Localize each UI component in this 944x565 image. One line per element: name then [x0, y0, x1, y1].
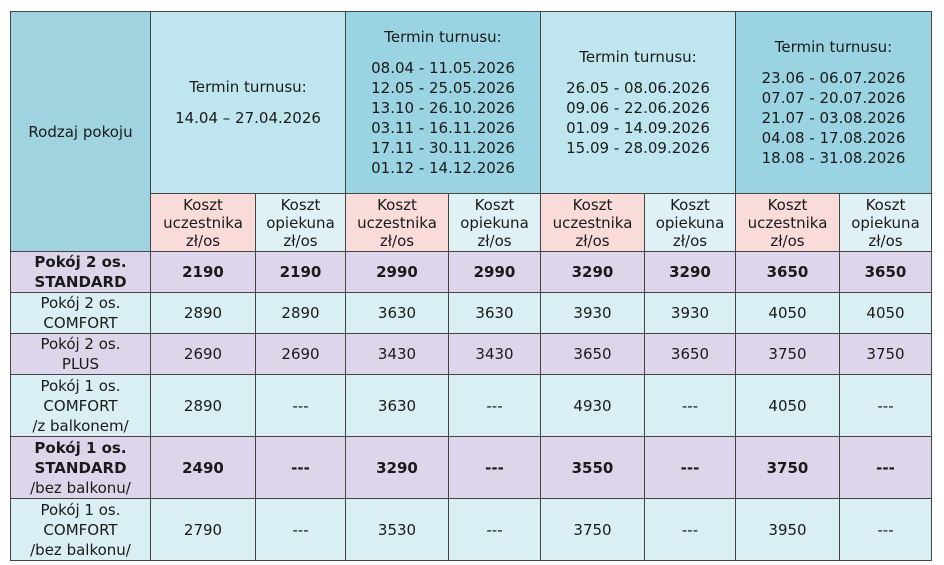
term-date: 18.08 - 31.08.2026	[761, 148, 906, 167]
price-guardian-cell: 3290	[645, 252, 736, 293]
term-header-3	[541, 12, 736, 194]
price-guardian-cell: ---	[256, 375, 346, 437]
term-date: 01.12 - 14.12.2026	[371, 158, 515, 177]
price-guardian-cell: 3650	[840, 252, 932, 293]
room-type-line: Pokój 2 os.	[40, 335, 121, 353]
room-type-line: STANDARD	[34, 273, 127, 291]
price-guardian-cell: 3750	[840, 334, 932, 375]
table-row	[11, 437, 932, 499]
price-guardian-cell: ---	[645, 499, 736, 561]
term-date: 01.09 - 14.09.2026	[566, 118, 710, 137]
room-type-cell	[11, 252, 151, 293]
term-label: Termin turnusu:	[579, 47, 697, 66]
term-header-4	[736, 12, 932, 194]
price-guardian-cell: ---	[256, 437, 346, 499]
price-participant-cell: 3750	[541, 499, 645, 561]
term-date: 12.05 - 25.05.2026	[371, 78, 515, 97]
price-participant-cell: 2490	[151, 437, 256, 499]
price-participant-cell: 3630	[346, 293, 449, 334]
cost-guardian-header: Koszt opiekuna zł/os	[645, 194, 736, 252]
room-type-cell	[11, 293, 151, 334]
price-guardian-cell: 4050	[840, 293, 932, 334]
table-row	[11, 334, 932, 375]
price-participant-cell: 4050	[736, 293, 840, 334]
term-date: 04.08 - 17.08.2026	[761, 128, 906, 147]
term-label: Termin turnusu:	[189, 77, 307, 96]
price-participant-cell: 3750	[736, 334, 840, 375]
price-participant-cell: 3530	[346, 499, 449, 561]
room-type-line: STANDARD	[34, 458, 127, 477]
term-date: 15.09 - 28.09.2026	[566, 138, 710, 157]
room-type-line: COMFORT	[43, 314, 118, 332]
room-type-cell	[11, 334, 151, 375]
table-row	[11, 499, 932, 561]
price-participant-cell: 2990	[346, 252, 449, 293]
term-label: Termin turnusu:	[384, 27, 502, 46]
cost-participant-header: Koszt uczestnika zł/os	[151, 194, 256, 252]
price-table-body	[11, 252, 932, 561]
price-participant-cell: 2190	[151, 252, 256, 293]
room-type-line: Pokój 1 os.	[40, 376, 121, 395]
room-type-line: Pokój 1 os.	[34, 438, 127, 457]
price-guardian-cell: ---	[645, 437, 736, 499]
price-participant-cell: 3430	[346, 334, 449, 375]
room-type-line: Pokój 1 os.	[40, 500, 121, 519]
price-guardian-cell: 2990	[449, 252, 541, 293]
term-label: Termin turnusu:	[774, 37, 893, 56]
room-type-line: /bez balkonu/	[30, 540, 131, 559]
term-date: 26.05 - 08.06.2026	[566, 78, 710, 97]
term-date: 07.07 - 20.07.2026	[761, 88, 906, 107]
price-guardian-cell: 2190	[256, 252, 346, 293]
cost-guardian-header: Koszt opiekuna zł/os	[449, 194, 541, 252]
price-participant-cell: 2890	[151, 293, 256, 334]
room-type-header: Rodzaj pokoju	[11, 12, 151, 252]
room-type-line: /bez balkonu/	[30, 478, 131, 497]
price-table	[10, 11, 932, 561]
room-type-line: /z balkonem/	[32, 416, 129, 435]
room-type-cell	[11, 375, 151, 437]
room-type-line: PLUS	[61, 355, 100, 373]
price-guardian-cell: 2690	[256, 334, 346, 375]
price-guardian-cell: ---	[840, 499, 932, 561]
price-guardian-cell: 3650	[645, 334, 736, 375]
price-guardian-cell: 3630	[449, 293, 541, 334]
price-participant-cell: 2690	[151, 334, 256, 375]
price-guardian-cell: 3430	[449, 334, 541, 375]
term-date: 13.10 - 26.10.2026	[371, 98, 515, 117]
price-participant-cell: 4050	[736, 375, 840, 437]
room-type-line: COMFORT	[43, 396, 118, 415]
term-date: 14.04 – 27.04.2026	[175, 108, 321, 127]
price-guardian-cell: ---	[840, 375, 932, 437]
cost-participant-header: Koszt uczestnika zł/os	[346, 194, 449, 252]
room-type-line: Pokój 2 os.	[40, 294, 121, 312]
price-participant-cell: 3290	[346, 437, 449, 499]
term-header-2	[346, 12, 541, 194]
term-date: 21.07 - 03.08.2026	[761, 108, 906, 127]
price-participant-cell: 3650	[541, 334, 645, 375]
cost-guardian-header: Koszt opiekuna zł/os	[840, 194, 932, 252]
term-date: 17.11 - 30.11.2026	[371, 138, 515, 157]
cost-guardian-header: Koszt opiekuna zł/os	[256, 194, 346, 252]
price-participant-cell: 2790	[151, 499, 256, 561]
price-participant-cell: 3630	[346, 375, 449, 437]
term-date: 09.06 - 22.06.2026	[566, 98, 710, 117]
room-type-cell	[11, 499, 151, 561]
term-date: 08.04 - 11.05.2026	[371, 58, 515, 77]
price-participant-cell: 4930	[541, 375, 645, 437]
price-participant-cell: 3930	[541, 293, 645, 334]
cost-participant-header: Koszt uczestnika zł/os	[736, 194, 840, 252]
cost-participant-header: Koszt uczestnika zł/os	[541, 194, 645, 252]
price-guardian-cell: ---	[449, 437, 541, 499]
table-row	[11, 375, 932, 437]
term-date: 03.11 - 16.11.2026	[371, 118, 515, 137]
price-guardian-cell: ---	[645, 375, 736, 437]
room-type-line: Pokój 2 os.	[34, 253, 127, 271]
table-row	[11, 293, 932, 334]
price-participant-cell: 3290	[541, 252, 645, 293]
price-guardian-cell: 3930	[645, 293, 736, 334]
price-participant-cell: 2890	[151, 375, 256, 437]
price-guardian-cell: ---	[840, 437, 932, 499]
price-participant-cell: 3550	[541, 437, 645, 499]
table-row	[11, 252, 932, 293]
price-participant-cell: 3650	[736, 252, 840, 293]
room-type-cell	[11, 437, 151, 499]
price-participant-cell: 3750	[736, 437, 840, 499]
room-type-line: COMFORT	[43, 520, 118, 539]
term-date: 23.06 - 06.07.2026	[761, 68, 906, 87]
price-guardian-cell: ---	[449, 375, 541, 437]
price-guardian-cell: ---	[256, 499, 346, 561]
price-participant-cell: 3950	[736, 499, 840, 561]
price-guardian-cell: ---	[449, 499, 541, 561]
term-header-1	[151, 12, 346, 194]
price-guardian-cell: 2890	[256, 293, 346, 334]
